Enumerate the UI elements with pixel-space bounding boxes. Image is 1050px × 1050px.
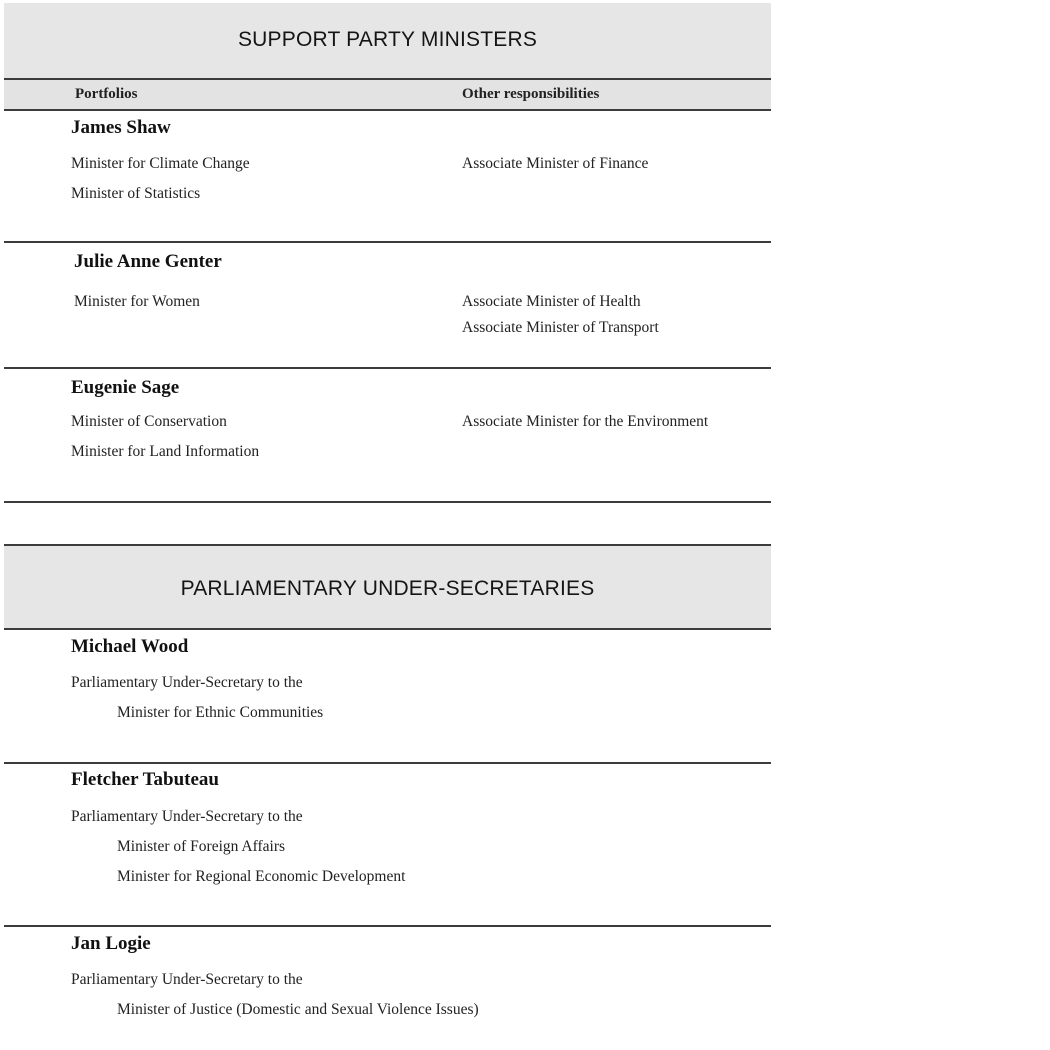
other-responsibility-item: Associate Minister of Transport — [462, 319, 659, 336]
divider — [4, 109, 771, 111]
divider — [4, 925, 771, 927]
undersecretaries-section-title: PARLIAMENTARY UNDER-SECRETARIES — [180, 577, 595, 600]
divider — [4, 628, 771, 630]
divider — [4, 367, 771, 369]
portfolio-item: Minister for Women — [74, 293, 200, 310]
minister-name: James Shaw — [71, 117, 171, 138]
minister-name: Eugenie Sage — [71, 377, 180, 398]
undersecretary-name: Fletcher Tabuteau — [71, 769, 219, 790]
portfolio-item: Minister of Conservation — [71, 413, 227, 430]
column-header-portfolios: Portfolios — [75, 86, 138, 102]
undersecretary-role: Parliamentary Under-Secretary to the — [71, 674, 303, 691]
other-responsibility-item: Associate Minister of Health — [462, 293, 641, 310]
minister-name: Julie Anne Genter — [74, 251, 222, 272]
undersecretary-name: Michael Wood — [71, 636, 189, 657]
undersecretary-role: Parliamentary Under-Secretary to the — [71, 971, 303, 988]
minister-assigned: Minister of Foreign Affairs — [117, 838, 286, 855]
support-section-title: SUPPORT PARTY MINISTERS — [237, 28, 538, 51]
divider — [4, 762, 771, 764]
portfolio-item: Minister for Climate Change — [71, 155, 250, 172]
other-responsibility-item: Associate Minister for the Environment — [462, 413, 709, 430]
column-header-other-responsibilities: Other responsibilities — [462, 86, 600, 102]
portfolio-item: Minister of Statistics — [71, 185, 201, 202]
undersecretary-role: Parliamentary Under-Secretary to the — [71, 808, 303, 825]
minister-assigned: Minister for Regional Economic Development — [117, 868, 406, 885]
minister-assigned: Minister for Ethnic Communities — [117, 704, 324, 721]
portfolio-item: Minister for Land Information — [71, 443, 260, 460]
divider — [4, 241, 771, 243]
divider — [4, 501, 771, 503]
minister-assigned: Minister of Justice (Domestic and Sexual Violence Issues) — [117, 1001, 479, 1018]
undersecretary-name: Jan Logie — [71, 933, 151, 954]
other-responsibility-item: Associate Minister of Finance — [462, 155, 649, 172]
